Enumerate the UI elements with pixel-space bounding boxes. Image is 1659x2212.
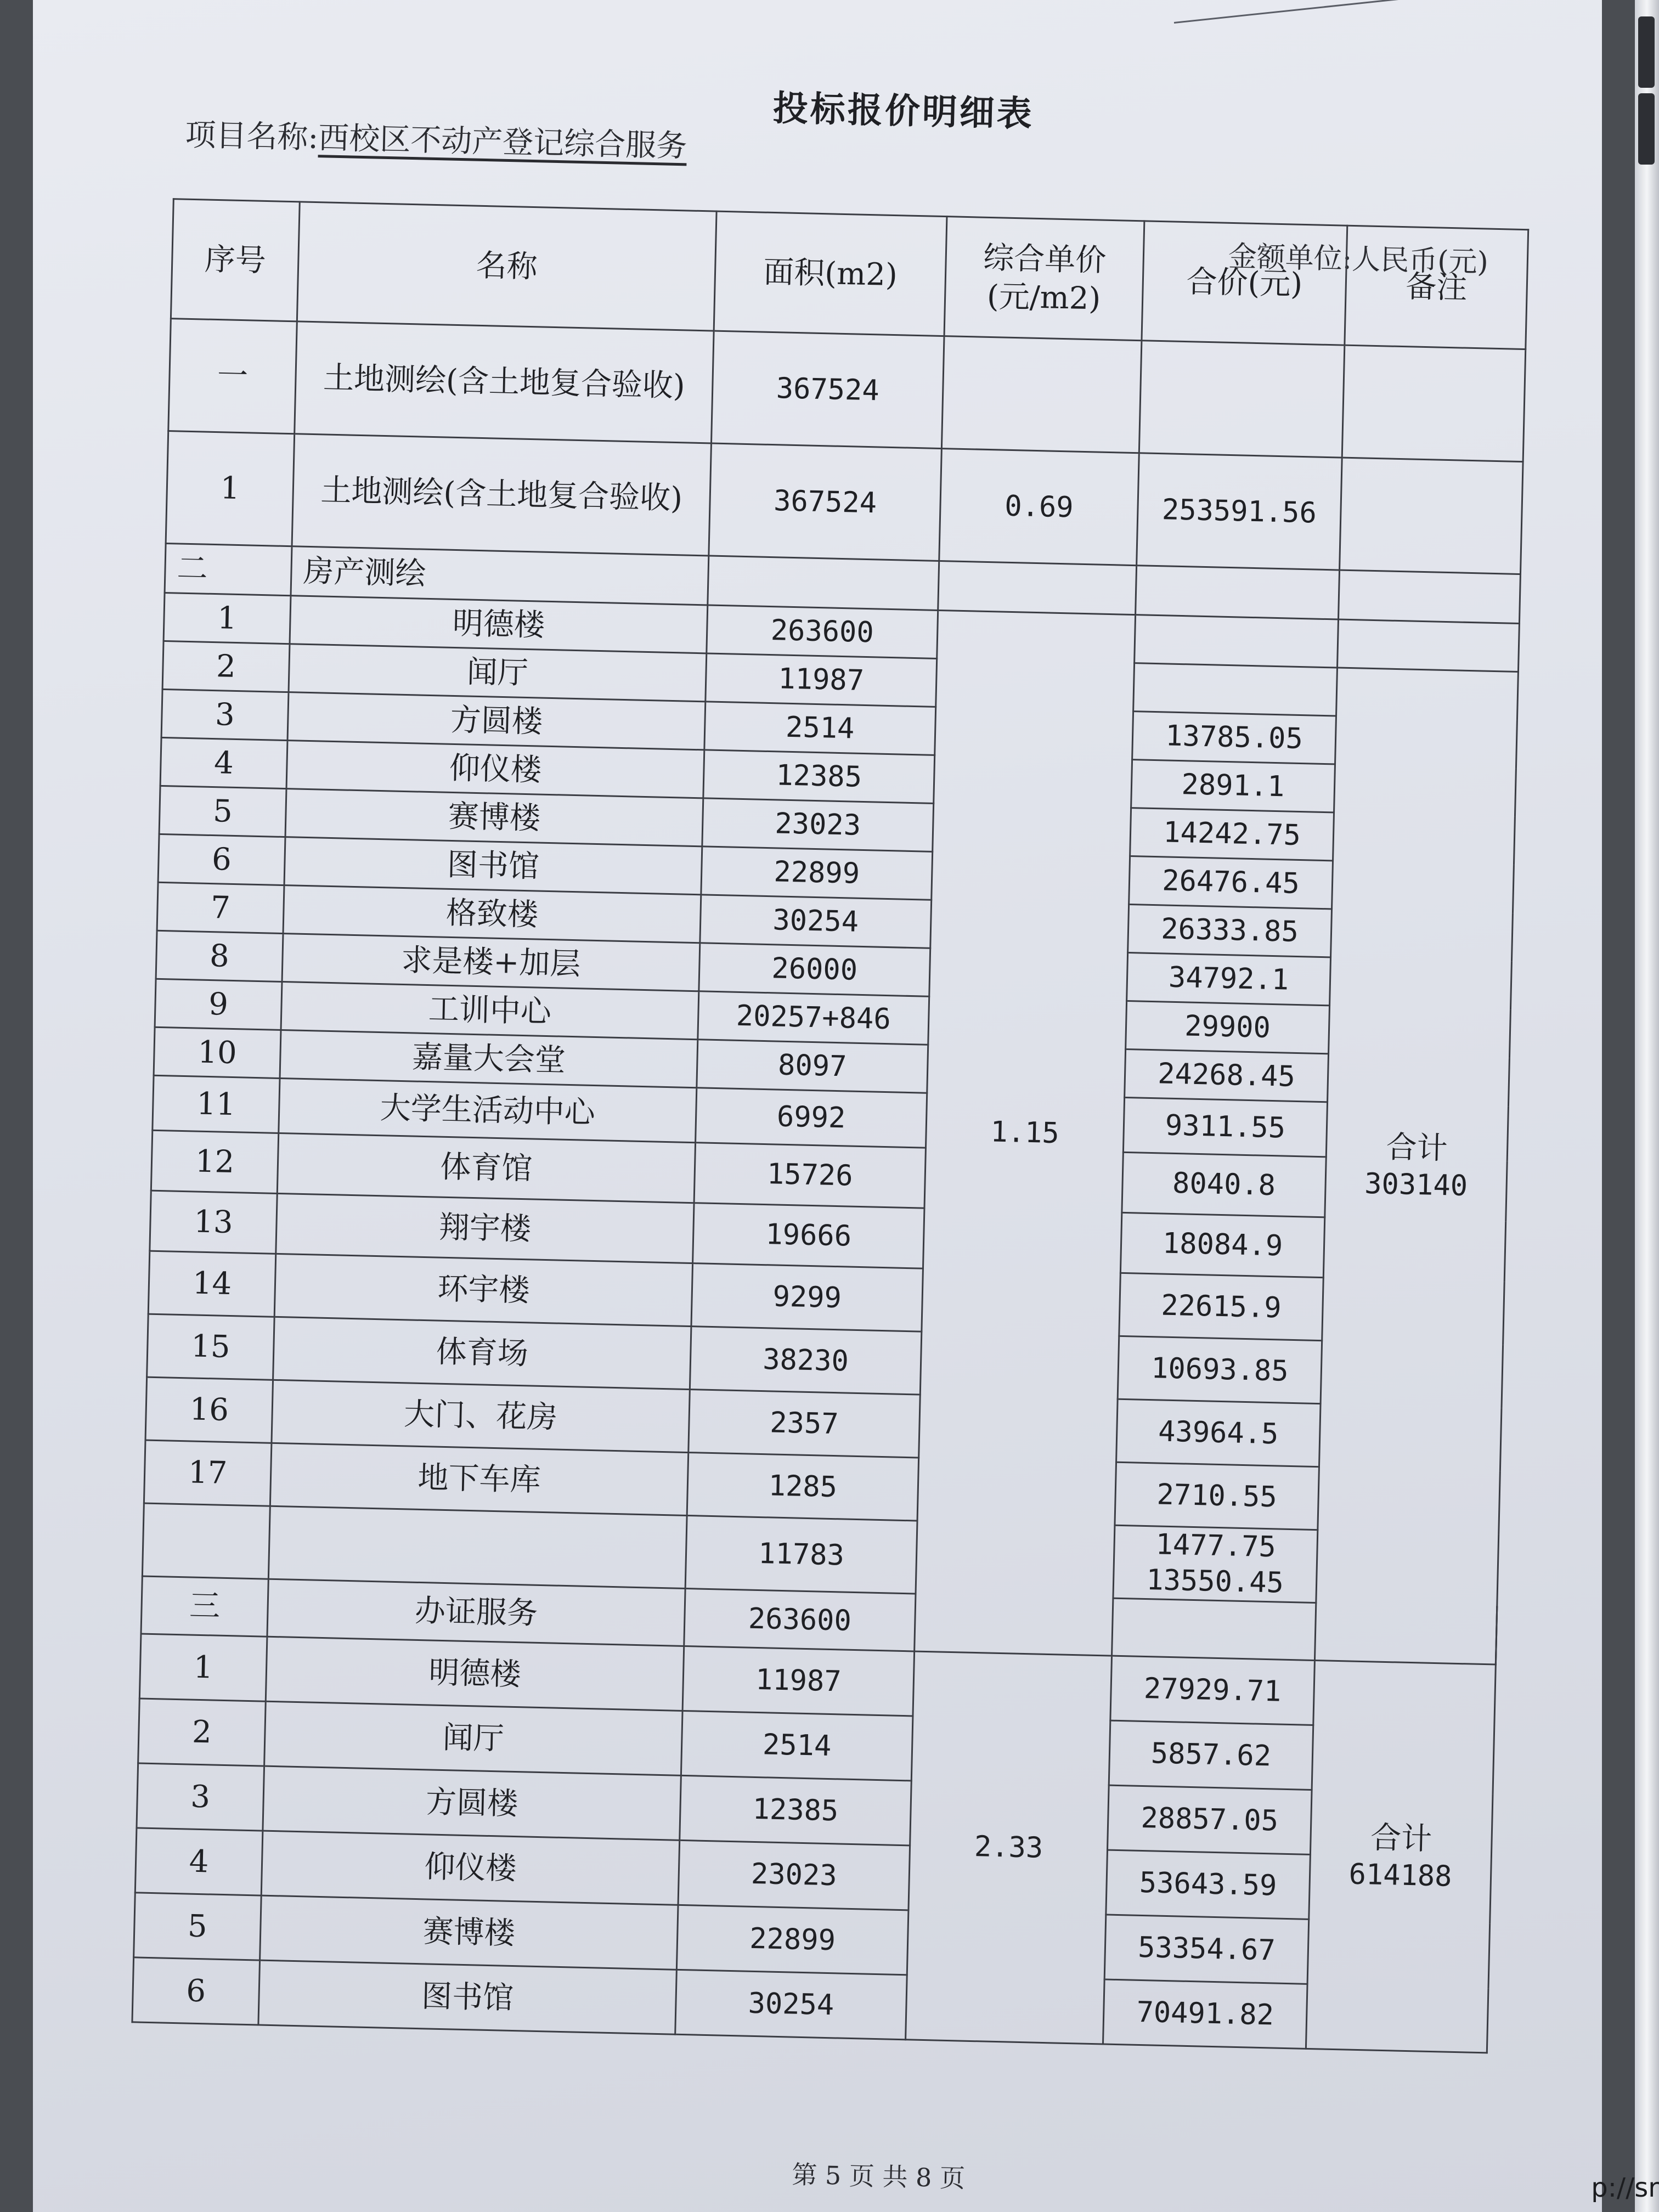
row-total: 26333.85: [1128, 904, 1332, 957]
row-total: 2891.1: [1131, 760, 1335, 812]
row-seq: 11: [153, 1075, 280, 1133]
row-total: 2710.55: [1115, 1462, 1319, 1530]
header-total: 合价(元): [1142, 221, 1347, 345]
row-name: 嘉量大会堂: [280, 1030, 698, 1087]
row-total: 24268.45: [1125, 1049, 1329, 1102]
row-area: 2514: [704, 702, 936, 755]
row-total: 13785.05: [1132, 712, 1336, 764]
row-seq: 8: [156, 930, 283, 981]
row-name: 图书馆: [284, 837, 702, 895]
row-name: 求是楼+加层: [282, 934, 700, 991]
row-area: 12385: [703, 750, 935, 804]
row-area: 9299: [691, 1263, 923, 1331]
currency-unit-note: 金额单位:人民币(元): [1228, 240, 1489, 279]
row-area: 22899: [701, 847, 933, 900]
document-title: 投标报价明细表: [772, 87, 1035, 135]
row-area: 30254: [700, 895, 932, 949]
header-name: 名称: [297, 202, 716, 331]
row-total: 70491.82: [1103, 1979, 1307, 2049]
remark-label: 合计: [1370, 1820, 1432, 1857]
row-name: 方圆楼: [263, 1766, 681, 1840]
row-total: [1135, 615, 1339, 668]
row-total: [1113, 1525, 1318, 1602]
row-total: 10693.85: [1118, 1336, 1322, 1403]
row-name: 地下车库: [270, 1443, 688, 1515]
certificate-unit-price: 2.33: [906, 1651, 1112, 2044]
row-name: 明德楼: [290, 596, 708, 653]
remark-label: 合计: [1385, 1129, 1448, 1167]
row-total: 22615.9: [1119, 1273, 1324, 1340]
row-name: 明德楼: [266, 1637, 684, 1711]
row-seq: 1: [163, 592, 291, 644]
row-area: 12385: [680, 1775, 912, 1845]
section-name: 土地测绘(含土地复合验收): [295, 321, 714, 443]
header-area: 面积(m2): [714, 211, 947, 336]
row-seq: 16: [145, 1377, 273, 1443]
row-area: 26000: [699, 943, 930, 997]
row-seq: 3: [161, 689, 289, 740]
row-total: 18084.9: [1120, 1212, 1324, 1277]
row-area: 367524: [709, 443, 942, 561]
row-seq: 5: [159, 786, 286, 837]
row-area: 22899: [676, 1905, 909, 1974]
row-total: [1133, 663, 1338, 716]
header-unit-price: 综合单价(元/m2): [944, 217, 1144, 341]
row-total: 5857.62: [1109, 1720, 1313, 1790]
row-seq: 10: [154, 1027, 281, 1078]
row-name: 闻厅: [264, 1701, 682, 1775]
row-area: 20257+846: [698, 991, 929, 1045]
row-total: 9311.55: [1123, 1097, 1327, 1156]
certificate-remark: [1306, 1661, 1496, 2053]
row-seq: 6: [132, 1957, 260, 2025]
row-area: 2514: [681, 1711, 913, 1780]
row-seq: 15: [147, 1314, 275, 1380]
project-line: [185, 111, 687, 166]
section-name: 办证服务: [267, 1579, 685, 1646]
section-area: 367524: [711, 331, 944, 448]
paper-sheet: [33, 0, 1602, 2212]
row-name: 赛博楼: [285, 789, 703, 847]
section-seq: 一: [168, 319, 297, 434]
row-seq: 4: [135, 1828, 263, 1895]
row-area: 6992: [696, 1088, 927, 1148]
row-name: 土地测绘(含土地复合验收): [292, 434, 711, 556]
row-area: 15726: [694, 1143, 926, 1209]
section-name: 房产测绘: [291, 546, 709, 605]
row-name: 格致楼: [283, 885, 701, 943]
section-area: 263600: [684, 1588, 916, 1651]
property-remark: [1314, 668, 1518, 1664]
row-name: 大门、花房: [272, 1380, 690, 1452]
row-seq: 7: [157, 882, 284, 933]
row-seq: 4: [160, 737, 287, 788]
row-seq: 17: [144, 1440, 272, 1506]
row-seq: 13: [150, 1190, 277, 1254]
section-seq: 二: [165, 543, 292, 595]
row-name: 仰仪楼: [261, 1831, 679, 1905]
row-area: 1285: [687, 1453, 919, 1521]
row-total: 27929.71: [1110, 1656, 1315, 1725]
bid-price-table: [131, 198, 1529, 2053]
document-content: [128, 66, 1569, 2193]
binder-clip: [1635, 0, 1659, 2212]
row-total: 53643.59: [1106, 1850, 1311, 1919]
row-name: 闻厅: [289, 644, 707, 702]
row-seq: 3: [137, 1763, 264, 1831]
row-seq: 14: [148, 1251, 276, 1317]
row-seq: 2: [162, 641, 290, 692]
row-area: 30254: [675, 1970, 907, 2039]
row-unit-price: 0.69: [939, 449, 1139, 566]
page-edge-line: [1174, 0, 1480, 24]
row-total: 8040.8: [1122, 1152, 1326, 1217]
header-seq: 序号: [171, 199, 300, 321]
row-total-lower: 13550.45: [1146, 1564, 1284, 1600]
row-name: 翔宇楼: [276, 1193, 694, 1263]
row-total-upper: 1477.75: [1155, 1528, 1277, 1564]
row-area: 19666: [693, 1203, 924, 1269]
row-name: 方圆楼: [287, 692, 706, 750]
row-area: 11987: [706, 653, 937, 707]
row-name: 环宇楼: [274, 1254, 692, 1326]
page-number-footer: 第 5 页 共 8 页: [791, 2159, 966, 2193]
row-total: 43964.5: [1116, 1399, 1321, 1466]
row-seq: 9: [155, 979, 282, 1030]
property-unit-price: 1.15: [915, 610, 1136, 1656]
row-seq: 1: [166, 431, 295, 546]
row-area: 11987: [682, 1646, 915, 1716]
header-remark: 备注: [1345, 225, 1528, 349]
row-area: 23023: [678, 1840, 910, 1910]
row-area: 38230: [690, 1327, 922, 1395]
row-area: 8097: [697, 1040, 928, 1093]
row-total: 14242.75: [1130, 808, 1334, 861]
row-name: 仰仪楼: [286, 741, 704, 798]
row-area: 11783: [685, 1516, 917, 1594]
row-name: 体育场: [273, 1317, 691, 1389]
row-seq: 1: [139, 1634, 267, 1701]
row-total: 53354.67: [1104, 1915, 1309, 1984]
row-name: 赛博楼: [260, 1895, 678, 1970]
row-seq: 5: [134, 1893, 262, 1960]
row-total: 29900: [1126, 1001, 1330, 1053]
project-name: 西校区不动产登记综合服务: [318, 120, 687, 165]
row-name: 体育馆: [277, 1133, 695, 1203]
row-name: 工训中心: [281, 982, 699, 1040]
row-total: 26476.45: [1129, 856, 1333, 909]
remark-sum: 614188: [1348, 1858, 1453, 1893]
row-seq: 2: [138, 1699, 266, 1766]
section-seq: 三: [141, 1576, 268, 1637]
row-total: 34792.1: [1127, 952, 1331, 1005]
row-area: 263600: [707, 605, 938, 659]
row-name: 图书馆: [258, 1960, 676, 2034]
project-label: 项目名称:: [184, 117, 319, 156]
remark-sum: 303140: [1364, 1167, 1468, 1203]
row-area: 2357: [689, 1390, 921, 1458]
row-seq: 12: [151, 1130, 278, 1193]
row-total: 253591.56: [1137, 453, 1342, 570]
row-seq: 6: [158, 834, 285, 885]
corner-partial-text: p://sr: [1591, 2172, 1659, 2203]
row-total: 28857.05: [1108, 1785, 1312, 1854]
row-name: 大学生活动中心: [279, 1078, 697, 1142]
row-area: 23023: [702, 798, 934, 852]
